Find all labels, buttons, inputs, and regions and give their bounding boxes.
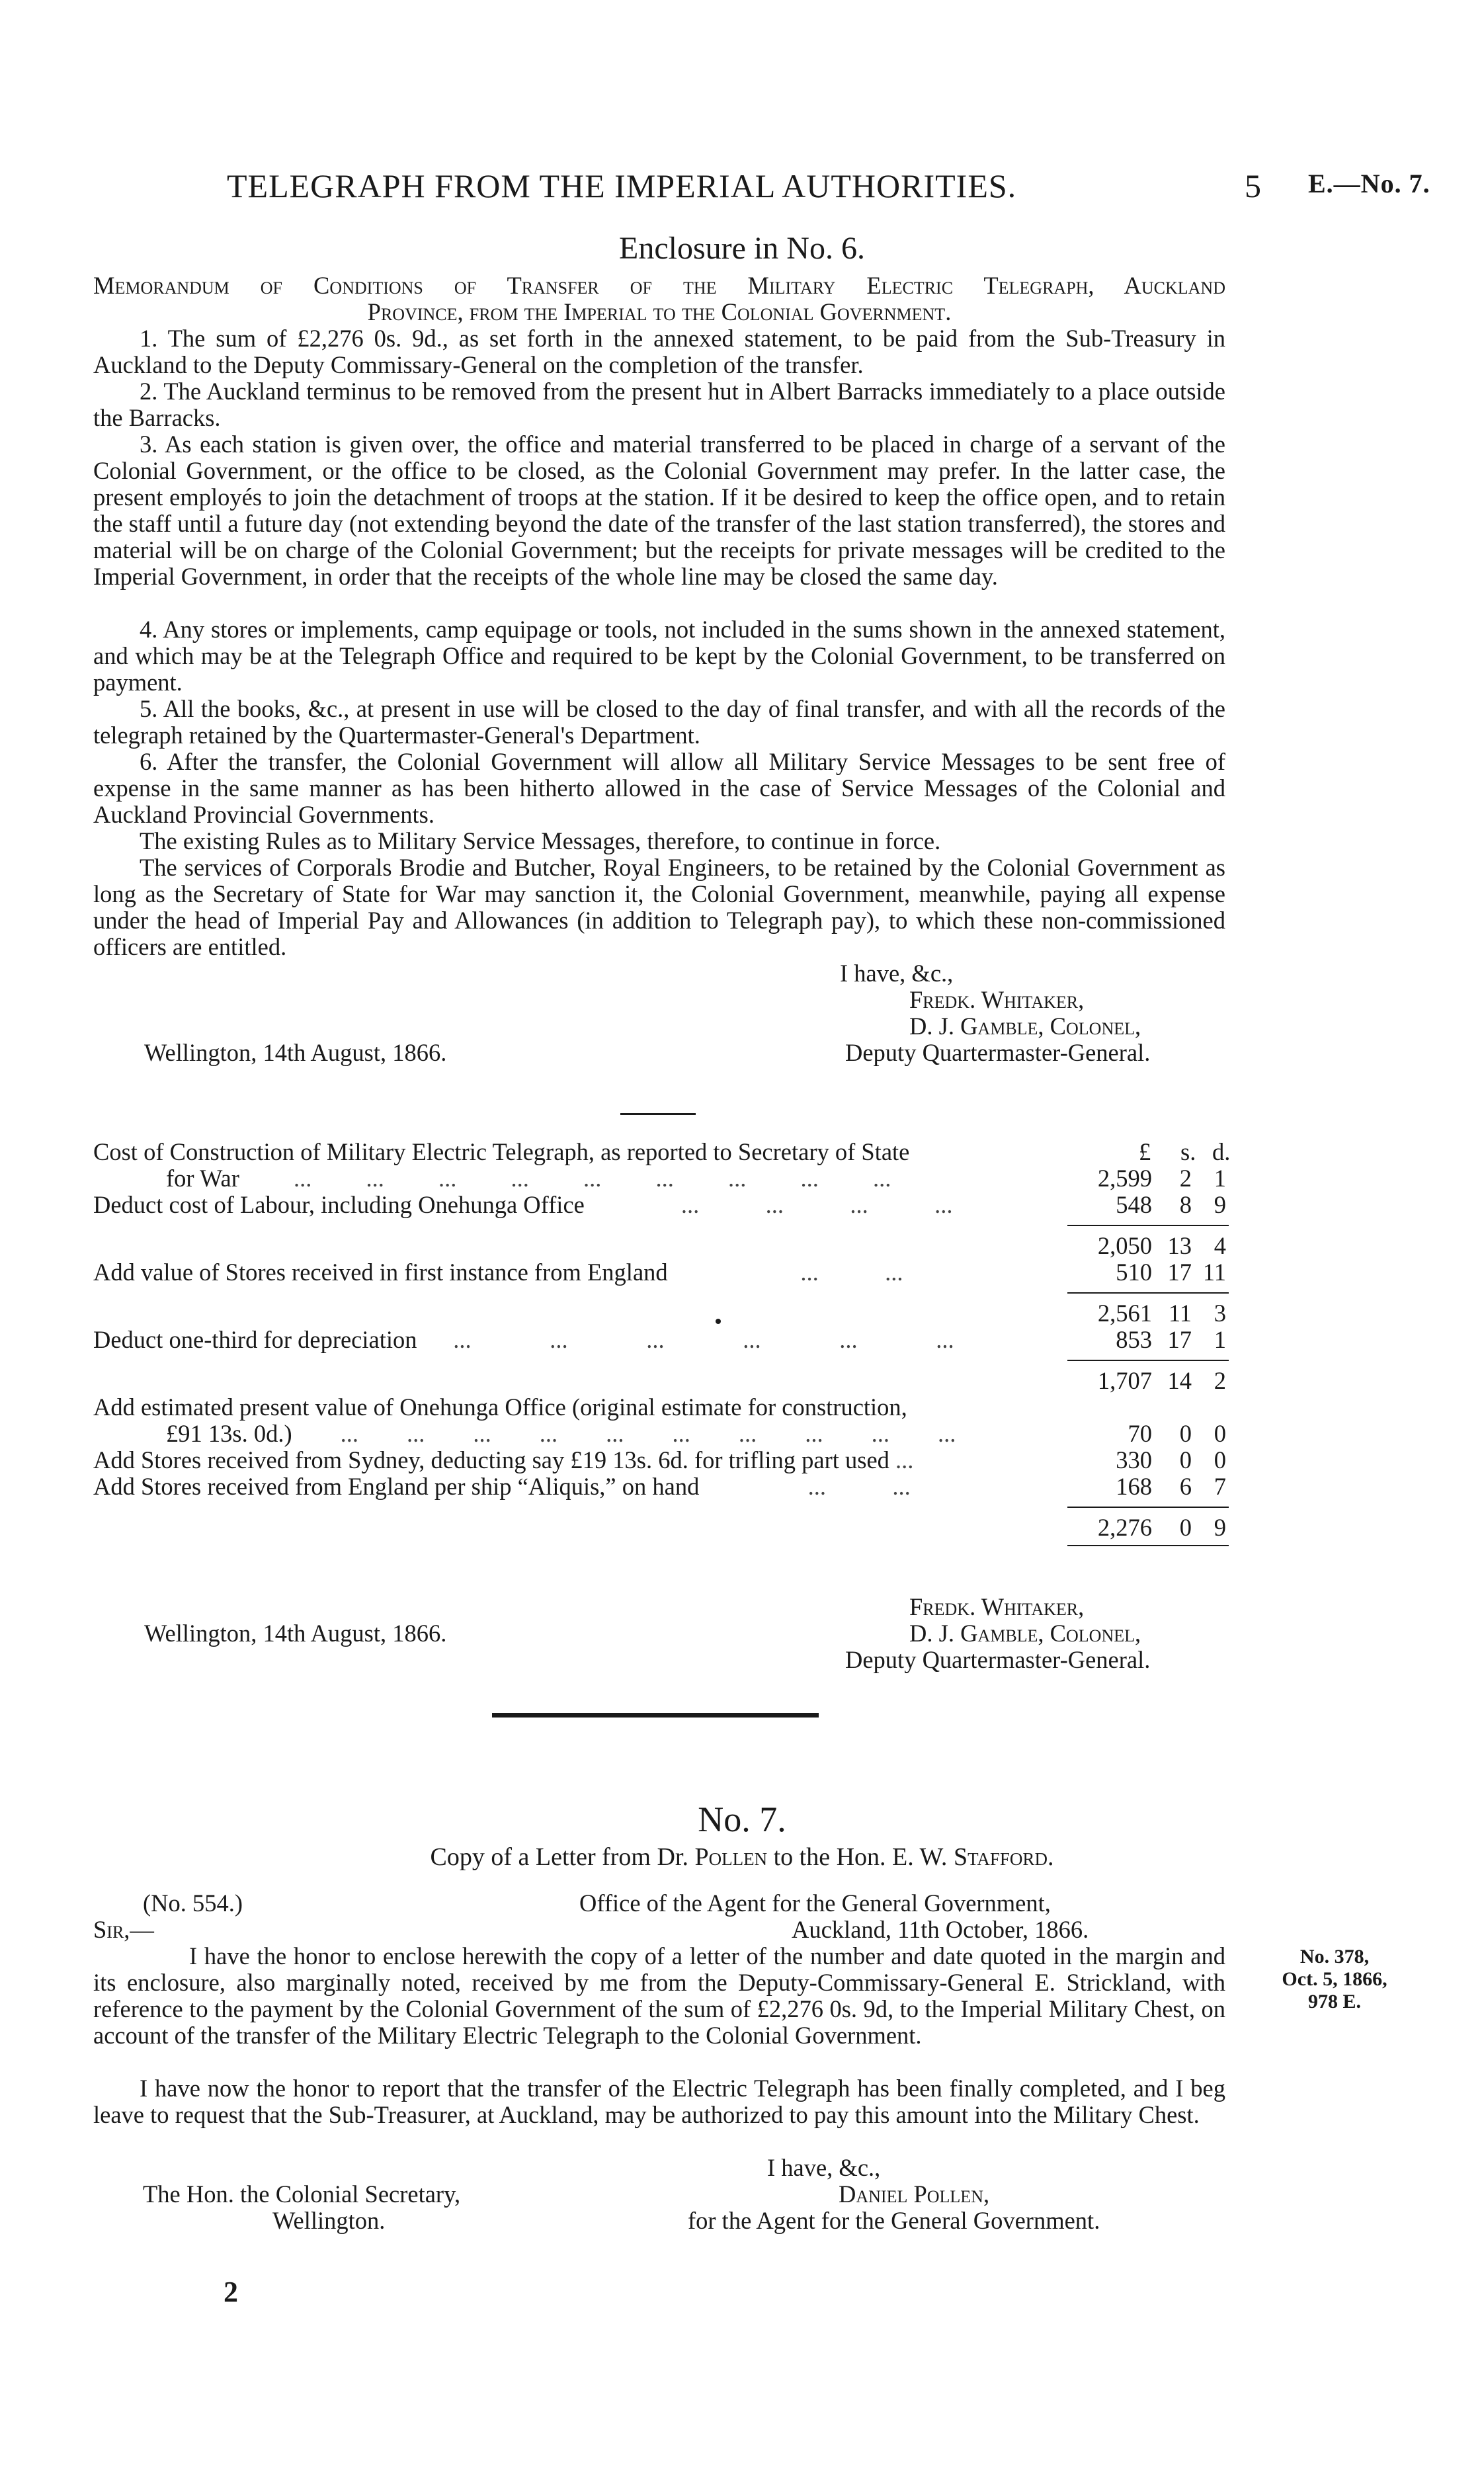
statement-row-label: Add Stores received from England per ship “Aliquis,” on hand xyxy=(93,1473,700,1500)
amount-pence: 1 xyxy=(1214,1326,1226,1353)
letter-paragraph-1: I have the honor to enclose herewith the copy of a letter of the number and date quoted in the margin and its enclosure, also marginally noted, received by me from the Deputy-Commissary-General E. Strickland, with reference to the payment by the Colonial Government of the sum of £2,276 0s. 9d, to the Imperial Military Chest, on account of the transfer of the Military Electric Telegraph to the Colonial Government. xyxy=(93,1942,1225,2049)
subtotal-pounds: 1,707 xyxy=(1097,1367,1152,1394)
section-divider-short xyxy=(620,1113,696,1115)
letter-number-title: No. 7. xyxy=(698,1800,786,1839)
amount-pounds: 168 xyxy=(1116,1473,1152,1500)
subtotal-rule xyxy=(1067,1225,1229,1226)
document-reference: E.—No. 7. xyxy=(1308,169,1430,198)
amount-pence: 11 xyxy=(1202,1259,1226,1286)
letter-place-date: Auckland, 11th October, 1866. xyxy=(792,1916,1089,1943)
margin-note-line3: 978 E. xyxy=(1307,1991,1361,2012)
margin-note xyxy=(1268,1946,1401,2013)
statement-row-label: Deduct one-third for depreciation xyxy=(93,1326,417,1353)
letter-signer-role: for the Agent for the General Government. xyxy=(688,2207,1100,2234)
statement-row-label-line xyxy=(93,1473,1059,1500)
letter-addressee: The Hon. the Colonial Secretary, xyxy=(143,2180,461,2208)
memo-signer-gamble: D. J. Gamble, Colonel, xyxy=(909,1013,1141,1040)
letter-closing: I have, &c., xyxy=(767,2154,881,2181)
copy-title-to: Stafford xyxy=(953,1843,1048,1871)
amount-pounds: 548 xyxy=(1116,1191,1152,1218)
statement-row-label: Add value of Stores received in first instance from England xyxy=(93,1259,668,1286)
leader-dots: ... xyxy=(889,1446,914,1473)
statement-row-label-continued xyxy=(166,1165,1132,1192)
total-shillings: 0 xyxy=(1179,1514,1192,1541)
copy-title-prefix: Copy of a Letter from Dr. xyxy=(430,1843,695,1871)
statement-signer-gamble: D. J. Gamble, Colonel, xyxy=(909,1620,1141,1647)
memo-paragraph-3: 3. As each station is given over, the office and material transferred to be placed in charge of a servant of the Colonial Government, or the office to be closed, as the Colonial Government may prefer. In the latter case, the present employés to join the detachment of troops at the station. If it be desired to keep the office open, and to retain the staff until a future day (not extending beyond the date of the transfer of the last station transferred), the stores and material will be on charge of the Colonial Government; but the receipts for private messages will be credited to the Imperial Government, in order that the receipts of the whole line may be closed the same day. xyxy=(93,431,1225,590)
memorandum-heading xyxy=(93,272,1225,325)
subtotal-pounds: 2,561 xyxy=(1097,1300,1152,1327)
header-pounds: £ xyxy=(1139,1138,1151,1165)
amount-pounds: 330 xyxy=(1116,1446,1152,1473)
enclosure-title: Enclosure in No. 6. xyxy=(619,231,865,266)
letter-signer: Daniel Pollen, xyxy=(839,2180,990,2208)
letter-addressee-place: Wellington. xyxy=(272,2207,386,2234)
memo-signer-title: Deputy Quartermaster-General. xyxy=(845,1039,1151,1066)
memo-paragraph-6: 6. After the transfer, the Colonial Government will allow all Military Service Messages to be sent free of expense in the same manner as has been hitherto allowed in the case of Service Messages of the Colonial and Auckland Provincial Governments. xyxy=(93,748,1225,828)
amount-shillings: 0 xyxy=(1179,1420,1192,1447)
memo-signer-whitaker: Fredk. Whitaker, xyxy=(909,986,1085,1013)
running-header-title: TELEGRAPH FROM THE IMPERIAL AUTHORITIES. xyxy=(227,167,1017,204)
memo-paragraph-rules: The existing Rules as to Military Service Messages, therefore, to continue in force. xyxy=(140,827,941,854)
amount-pence: 0 xyxy=(1214,1420,1226,1447)
statement-row-label-line xyxy=(93,1192,1059,1218)
letter-paragraph-2: I have now the honor to report that the transfer of the Electric Telegraph has been finally completed, and I beg leave to request that the Sub-Treasurer, at Auckland, may be authorized to pay this amount into the Military Chest. xyxy=(93,2075,1225,2128)
memo-paragraph-5: 5. All the books, &c., at present in use will be closed to the day of final transfer, and with all the records of the telegraph retained by the Quartermaster-General's Department. xyxy=(93,695,1225,749)
memo-paragraph-2: 2. The Auckland terminus to be removed from the present hut in Albert Barracks immediately to a place outside the Barracks. xyxy=(93,378,1225,431)
memo-paragraph-4: 4. Any stores or implements, camp equipage or tools, not included in the sums shown in the annexed statement, and which may be at the Telegraph Office and required to be kept by the Colonial Government, to be transferred on payment. xyxy=(93,616,1225,696)
amount-pence: 7 xyxy=(1214,1473,1226,1500)
memo-paragraph-1: 1. The sum of £2,276 0s. 9d., as set forth in the annexed statement, to be paid from the Sub-Treasury in Auckland to the Deputy Commissary-General on the completion of the transfer. xyxy=(93,325,1225,378)
statement-row-label-text: for War xyxy=(166,1165,239,1192)
statement-signer-title: Deputy Quartermaster-General. xyxy=(845,1646,1151,1673)
statement-row-label: Add Stores received from Sydney, deducting say £19 13s. 6d. for trifling part used xyxy=(93,1446,889,1473)
statement-row-label-continued xyxy=(166,1421,1132,1447)
margin-note-line2: Oct. 5, 1866, xyxy=(1282,1968,1387,1990)
leader-dots: ... ... xyxy=(667,1259,903,1286)
letter-reference-number: (No. 554.) xyxy=(143,1889,243,1917)
header-shillings: s. xyxy=(1180,1138,1196,1165)
total-pounds: 2,276 xyxy=(1097,1514,1152,1541)
statement-row-label: Cost of Construction of Military Electric Telegraph, as reported to Secretary of State xyxy=(93,1138,910,1165)
letter-copy-title xyxy=(0,1842,1484,1872)
amount-pounds: 510 xyxy=(1116,1259,1152,1286)
margin-note-line1: No. 378, xyxy=(1299,1946,1370,1967)
statement-row-label: Deduct cost of Labour, including Onehunga Office xyxy=(93,1191,585,1218)
copy-title-from: Pollen xyxy=(694,1843,768,1871)
statement-signer-whitaker: Fredk. Whitaker, xyxy=(909,1593,1085,1620)
letter-salutation: Sir,— xyxy=(93,1916,154,1943)
subtotal-shillings: 11 xyxy=(1168,1300,1192,1327)
letter-office-line: Office of the Agent for the General Government, xyxy=(579,1889,1051,1917)
amount-pounds: 2,599 xyxy=(1097,1165,1152,1192)
total-pence: 9 xyxy=(1214,1514,1226,1541)
total-rule xyxy=(1067,1507,1229,1508)
subtotal-pence: 2 xyxy=(1214,1367,1226,1394)
header-pence: d. xyxy=(1212,1138,1231,1165)
leader-dots: ... ... ... ... ... ... ... ... ... xyxy=(239,1165,891,1192)
memo-paragraph-corporals: The services of Corporals Brodie and Butcher, Royal Engineers, to be retained by the Colonial Government as long as the Secretary of State for War may sanction it, the Colonial Government, meanwhile, paying all expense under the head of Imperial Pay and Allowances (in addition to Telegraph pay), to which these non-commissioned officers are entitled. xyxy=(93,854,1225,960)
subtotal-rule xyxy=(1067,1292,1229,1294)
copy-title-mid: to the Hon. E. W. xyxy=(767,1843,954,1871)
amount-shillings: 17 xyxy=(1167,1259,1192,1286)
amount-pence: 0 xyxy=(1214,1446,1226,1473)
memo-closing: I have, &c., xyxy=(840,960,954,987)
amount-pounds: 70 xyxy=(1128,1420,1152,1447)
amount-pounds: 853 xyxy=(1116,1326,1152,1353)
amount-pence: 9 xyxy=(1214,1191,1226,1218)
subtotal-pounds: 2,050 xyxy=(1097,1232,1152,1259)
subtotal-shillings: 14 xyxy=(1167,1367,1192,1394)
leader-dots: ... ... ... ... ... ... xyxy=(417,1326,954,1353)
statement-row-label-line xyxy=(93,1327,1059,1353)
memorandum-heading-line1: Memorandum of Conditions of Transfer of the Military Electric Telegraph, Auckland xyxy=(93,272,1225,299)
page-number: 5 xyxy=(1245,167,1261,204)
statement-place-date: Wellington, 14th August, 1866. xyxy=(144,1620,447,1647)
amount-shillings: 17 xyxy=(1167,1326,1192,1353)
section-divider-thick xyxy=(492,1713,819,1718)
leader-dots: ... ... xyxy=(699,1473,911,1500)
amount-shillings: 8 xyxy=(1179,1191,1192,1218)
statement-row-label-line xyxy=(93,1447,1059,1473)
amount-pence: 1 xyxy=(1214,1165,1226,1192)
subtotal-pence: 3 xyxy=(1214,1300,1226,1327)
copy-title-end: . xyxy=(1047,1843,1054,1871)
statement-row-label: Add estimated present value of Onehunga Office (original estimate for construction, xyxy=(93,1393,907,1421)
memo-place-date: Wellington, 14th August, 1866. xyxy=(144,1039,447,1066)
subtotal-rule xyxy=(1067,1360,1229,1361)
leader-dots: ... ... ... ... ... ... ... ... ... ... xyxy=(292,1420,956,1447)
memorandum-heading-line2: Province, from the Imperial to the Colonial Government. xyxy=(367,298,952,325)
amount-shillings: 6 xyxy=(1179,1473,1192,1500)
subtotal-shillings: 13 xyxy=(1167,1232,1192,1259)
stray-dot xyxy=(716,1319,721,1324)
amount-shillings: 2 xyxy=(1179,1165,1192,1192)
amount-shillings: 0 xyxy=(1179,1446,1192,1473)
total-rule xyxy=(1067,1545,1229,1546)
folio-signature: 2 xyxy=(224,2276,238,2308)
subtotal-pence: 4 xyxy=(1214,1232,1226,1259)
statement-row-label-line xyxy=(93,1259,1059,1286)
statement-row-label-text: £91 13s. 0d.) xyxy=(166,1420,292,1447)
leader-dots: ... ... ... ... xyxy=(584,1191,953,1218)
